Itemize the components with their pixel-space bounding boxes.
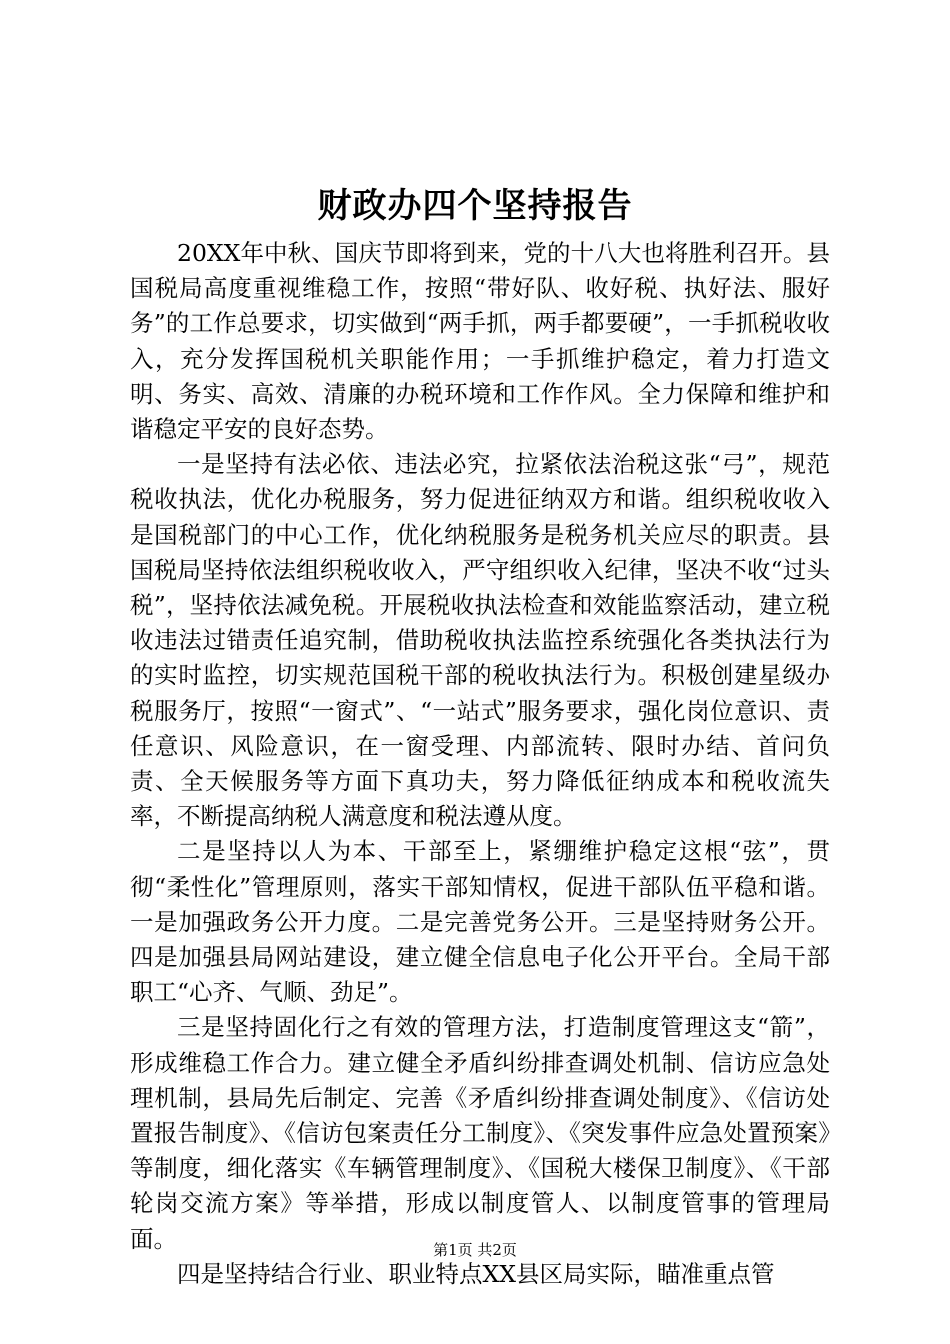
paragraph-intro: 20XX年中秋、国庆节即将到来，党的十八大也将胜利召开。县国税局高度重视维稳工作，按照“带好队、收好税、执好法、服好务”的工作总要求，切实做到“两手抓，两手都要硬”，一手抓税收收入，充分发挥国税机关职能作用；一手抓维护稳定，着力打造文明、务实、高效、清廉的办税环境和工作作风。全力保障和维护和谐稳定平安的良好态势。 — [130, 239, 830, 444]
paragraph-point-three: 三是坚持固化行之有效的管理方法，打造制度管理这支“箭”，形成维稳工作合力。建立健全矛盾纠纷排查调处机制、信访应急处理机制，县局先后制定、完善《矛盾纠纷排查调处制度》、《信访处置报告制度》、《信访包案责任分工制度》、《突发事件应急处置预案》等制度，细化落实《车辆管理制度》、《国税大楼保卫制度》、《干部轮岗交流方案》等举措，形成以制度管人、以制度管事的管理局面。 — [130, 1013, 830, 1253]
paragraph-point-four: 四是坚持结合行业、职业特点XX县区局实际，瞄准重点管 — [177, 1259, 775, 1288]
document-title: 财政办四个坚持报告 — [317, 186, 633, 226]
document-body — [130, 236, 830, 1292]
page-footer: 第1页 共2页 — [433, 1241, 517, 1259]
paragraph-point-one: 一是坚持有法必依、违法必究，拉紧依法治税这张“弓”，规范税收执法，优化办税服务，努力促进征纳双方和谐。组织税收收入是国税部门的中心工作，优化纳税服务是税务机关应尽的职责。县国税局坚持依法组织税收收入，严守组织收入纪律，坚决不收“过头税”，坚持依法减免税。开展税收执法检查和效能监察活动，建立税收违法过错责任追究制，借助税收执法监控系统强化各类执法行为的实时监控，切实规范国税干部的税收执法行为。积极创建星级办税服务厅，按照“一窗式”、“一站式”服务要求，强化岗位意识、责任意识、风险意识，在一窗受理、内部流转、限时办结、首问负责、全天候服务等方面下真功夫，努力降低征纳成本和税收流失率，不断提高纳税人满意度和税法遵从度。 — [130, 450, 830, 831]
paragraph-point-two: 二是坚持以人为本、干部至上，紧绷维护稳定这根“弦”，贯彻“柔性化”管理原则，落实干部知情权，促进干部队伍平稳和谐。一是加强政务公开力度。二是完善党务公开。三是坚持财务公开。四是加强县局网站建设，建立健全信息电子化公开平台。全局干部职工“心齐、气顺、劲足”。 — [130, 837, 830, 1007]
